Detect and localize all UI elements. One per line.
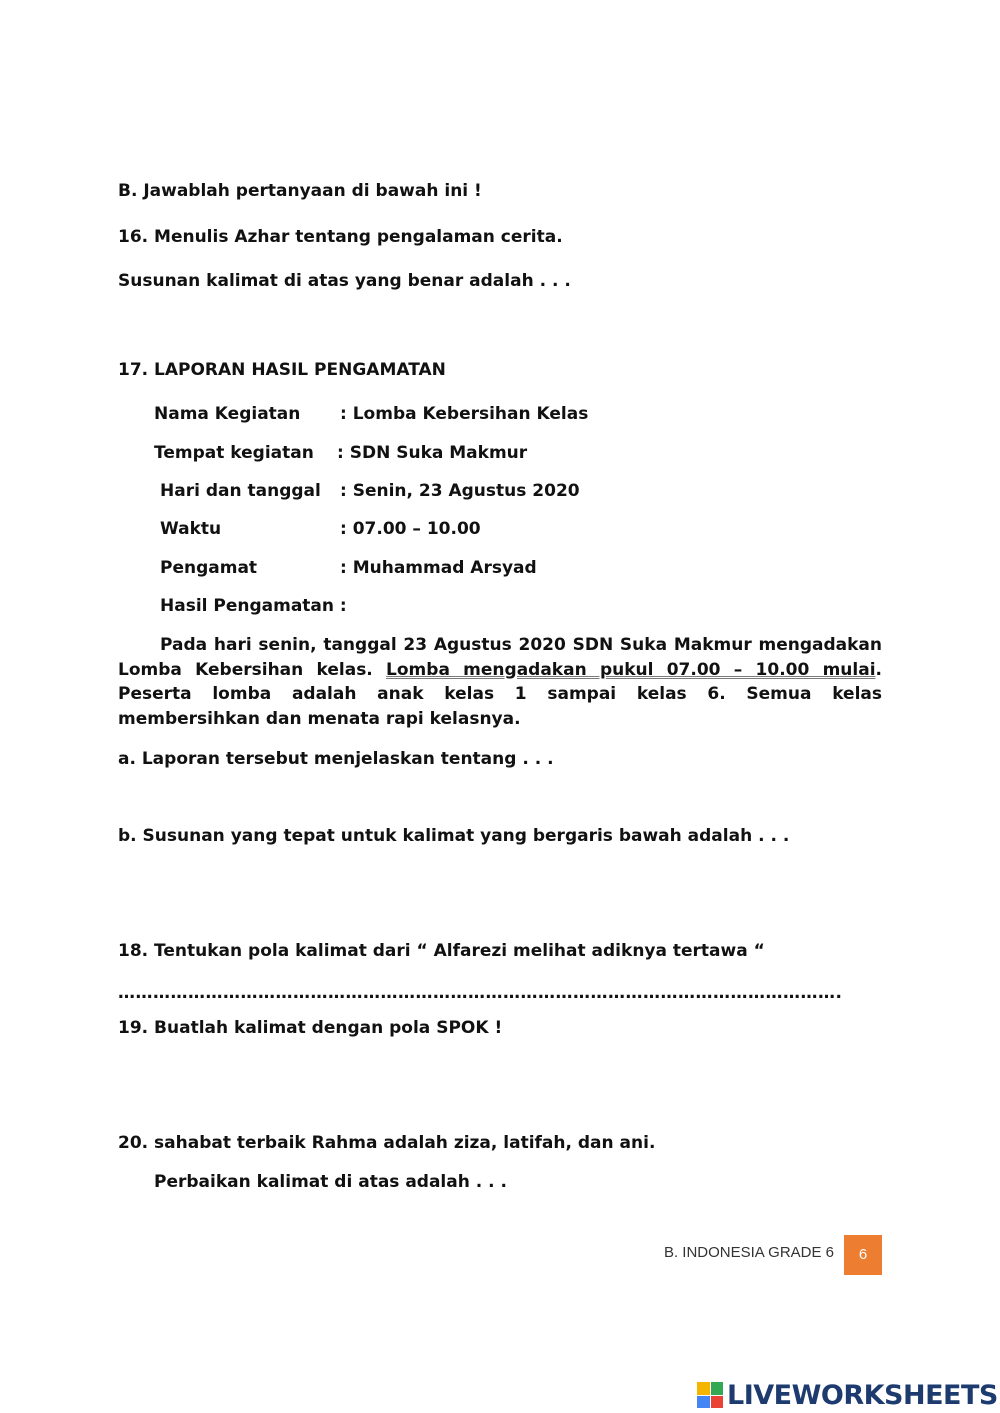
paragraph-line-2-start: Lomba Kebersihan kelas. <box>118 659 373 680</box>
field-value-pengamat: : Muhammad Arsyad <box>340 558 537 578</box>
field-value-hari-tanggal: : Senin, 23 Agustus 2020 <box>340 481 580 501</box>
field-label-pengamat: Pengamat <box>160 558 258 578</box>
liveworksheets-text: LIVEWORKSHEETS <box>727 1379 998 1411</box>
field-value-nama-kegiatan: : Lomba Kebersihan Kelas <box>340 404 589 424</box>
field-value-tempat-kegiatan: : SDN Suka Makmur <box>337 443 528 463</box>
observation-paragraph <box>118 633 882 731</box>
question-16-prompt: Susunan kalimat di atas yang benar adalah . . . <box>118 271 571 291</box>
field-label-nama-kegiatan: Nama Kegiatan <box>154 404 301 424</box>
hasil-pengamatan-label: Hasil Pengamatan : <box>160 596 347 616</box>
question-17b: b. Susunan yang tepat untuk kalimat yang bergaris bawah adalah . . . <box>118 826 790 846</box>
answer-dotted-line: ……………………………………………………………………………………………………………. <box>118 983 843 1003</box>
section-b-heading: B. Jawablah pertanyaan di bawah ini ! <box>118 181 482 201</box>
underlined-sentence: Lomba mengadakan pukul 07.00 – 10.00 mulai <box>386 659 876 680</box>
paragraph-line-1: Pada hari senin, tanggal 23 Agustus 2020 SDN Suka Makmur mengadakan <box>160 635 882 655</box>
paragraph-line-2-end: . <box>875 659 882 680</box>
paragraph-line-2 <box>118 658 882 683</box>
question-20-text: 20. sahabat terbaik Rahma adalah ziza, latifah, dan ani. <box>118 1133 656 1153</box>
question-17a: a. Laporan tersebut menjelaskan tentang . . . <box>118 749 554 769</box>
paragraph-line-3: Peserta lomba adalah anak kelas 1 sampai kelas 6. Semua kelas <box>118 684 882 704</box>
question-18: 18. Tentukan pola kalimat dari “ Alfarezi melihat adiknya tertawa “ <box>118 941 765 961</box>
page-number-badge: 6 <box>844 1235 882 1275</box>
footer-label: B. INDONESIA GRADE 6 <box>663 1244 834 1261</box>
question-16-text: 16. Menulis Azhar tentang pengalaman cerita. <box>118 227 563 247</box>
field-value-waktu: : 07.00 – 10.00 <box>340 519 481 539</box>
question-17-title: 17. LAPORAN HASIL PENGAMATAN <box>118 360 446 380</box>
field-label-waktu: Waktu <box>160 519 222 539</box>
field-label-tempat-kegiatan: Tempat kegiatan <box>154 443 314 463</box>
question-20-prompt: Perbaikan kalimat di atas adalah . . . <box>154 1172 507 1192</box>
liveworksheets-logo-icon <box>697 1382 723 1408</box>
field-label-hari-tanggal: Hari dan tanggal <box>160 481 321 501</box>
paragraph-line-4: membersihkan dan menata rapi kelasnya. <box>118 708 521 729</box>
liveworksheets-watermark <box>697 1378 998 1412</box>
question-19: 19. Buatlah kalimat dengan pola SPOK ! <box>118 1018 503 1038</box>
